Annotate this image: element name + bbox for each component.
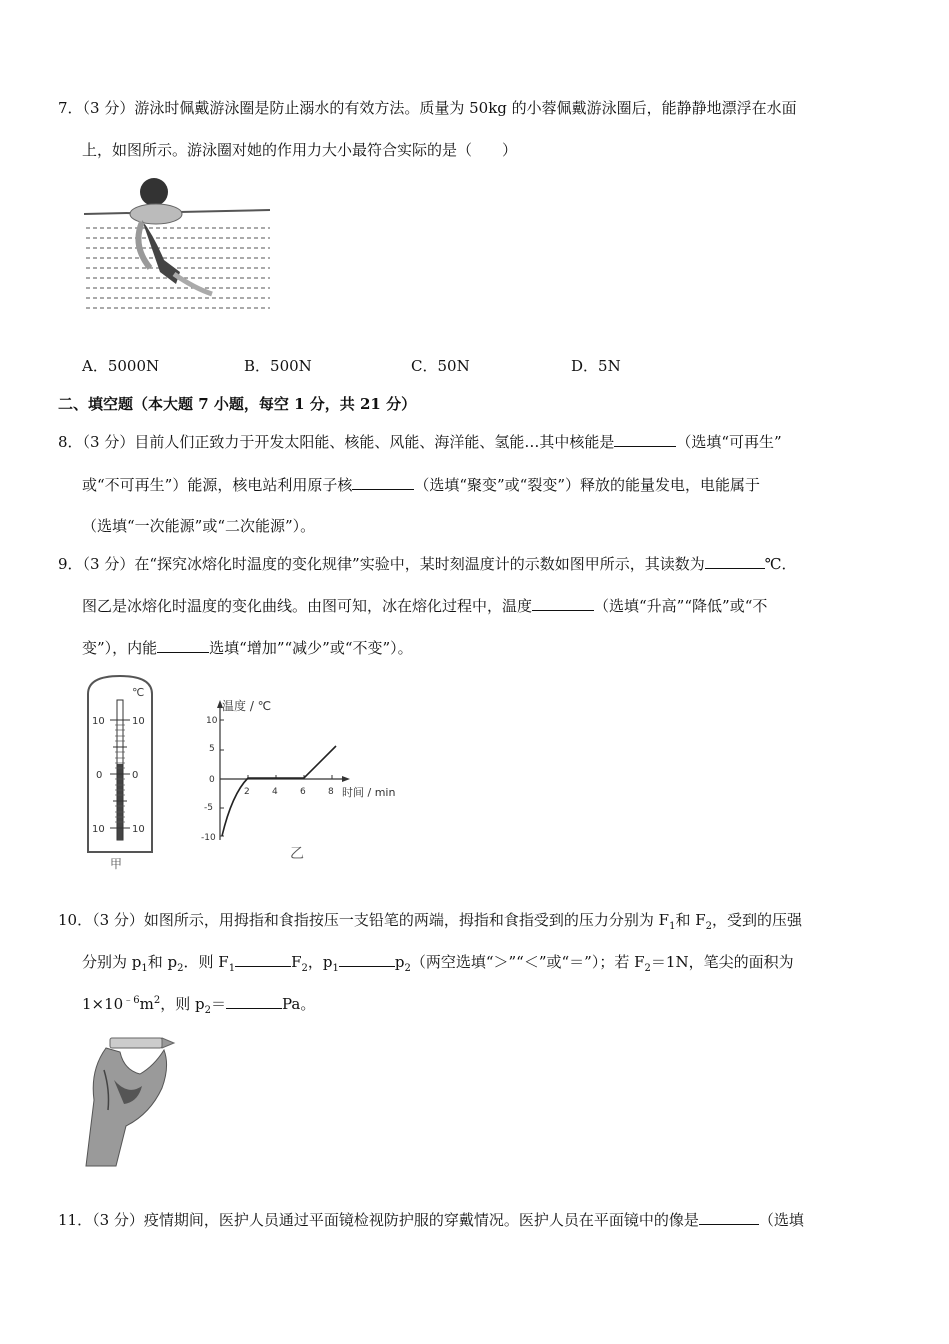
q7-line-1: 7．（3 分）游泳时佩戴游泳圈是防止溺水的有效方法。质量为 50kg 的小蓉佩戴游泳圈后，能静静地漂浮在水面	[58, 99, 797, 117]
q11-text-1b: （选填	[758, 1211, 804, 1229]
q10-sub-f2: 2	[301, 963, 308, 974]
q10-blank-3	[226, 994, 282, 1009]
q9-line-3	[82, 638, 413, 658]
q9-text-2a: 图乙是冰熔化时温度的变化曲线。由图可知，冰在熔化过程中，温度	[82, 597, 533, 615]
q10-text-2e: ，p	[307, 953, 333, 971]
q10-sub-p1b: 1	[332, 963, 339, 974]
q7-line-2: 上，如图所示。游泳圈对她的作用力大小最符合实际的是（ ）	[82, 141, 518, 159]
curve-caption: 乙	[290, 846, 304, 862]
q7-option-a: A．5000N	[82, 357, 160, 375]
thermometer-unit: ℃	[132, 686, 145, 699]
q10-text-2h: ＝1N，笔尖的面积为	[650, 953, 794, 971]
pencil-hand-figure	[80, 1030, 190, 1170]
q7-option-b: B．500N	[244, 357, 312, 375]
curve-y-axis-label: 温度 / ℃	[222, 699, 272, 713]
curve-xtick-2: 2	[244, 787, 250, 797]
q10-sub-p2c: 2	[204, 1005, 211, 1016]
q10-text-3d: ＝	[210, 995, 226, 1013]
curve-xtick-6: 6	[300, 787, 306, 797]
q8-text-1a: 8．（3 分）目前人们正致力于开发太阳能、核能、风能、海洋能、氢能…其中核能是	[58, 433, 615, 451]
q9-text-3a: 变”），内能	[82, 639, 158, 657]
curve-x-axis-label: 时间 / min	[342, 786, 396, 799]
q8-line-1	[58, 432, 782, 452]
q10-sub-p2b: 2	[404, 963, 411, 974]
q10-text-3b: m	[139, 995, 154, 1013]
q10-text-1b: 和 F	[675, 911, 706, 929]
q9-text-3b: 选填“增加”“减少”或“不变”）。	[209, 639, 413, 657]
thermometer-caption: 甲	[110, 857, 123, 871]
q10-square: 2	[153, 995, 161, 1006]
q10-line-1	[58, 910, 802, 930]
q9-blank-2	[532, 596, 594, 611]
curve-xtick-8: 8	[328, 787, 334, 797]
q9-blank-1	[705, 554, 765, 569]
q11-text-1a: 11．（3 分）疫情期间，医护人员通过平面镜检视防护服的穿戴情况。医护人员在平面镜中的像是	[58, 1211, 699, 1229]
q9-line-1	[58, 554, 796, 574]
q10-line-2	[82, 952, 794, 972]
q9-text-2b: （选填“升高”“降低”或“不	[594, 597, 768, 615]
thermo-left-tick-bottom: 10	[92, 824, 105, 835]
q10-text-3c: ，则 p	[160, 995, 205, 1013]
curve-ytick-10: 10	[206, 716, 218, 726]
q7-option-d: D．5N	[571, 357, 621, 375]
q8-line-3: （选填“一次能源”或“二次能源”）。	[82, 517, 316, 535]
thermo-right-tick-bottom: 10	[132, 824, 145, 835]
q10-sub-f1: 1	[228, 963, 236, 974]
thermo-left-tick-top: 10	[92, 716, 105, 727]
curve-ytick-0: 0	[209, 775, 215, 785]
q10-text-1a: 10．（3 分）如图所示，用拇指和食指按压一支铅笔的两端，拇指和食指受到的压力分别为 F	[58, 911, 670, 929]
q10-sub-2: 2	[705, 921, 713, 932]
q10-blank-1	[235, 952, 291, 967]
q8-text-2a: 或“不可再生”）能源，核电站利用原子核	[82, 476, 353, 494]
q10-exponent: ﹣6	[123, 995, 140, 1006]
q10-text-2c: ．则 F	[183, 953, 229, 971]
q11-blank-1	[699, 1210, 759, 1225]
q10-sub-f2b: 2	[644, 963, 651, 974]
curve-xtick-4: 4	[272, 787, 278, 797]
curve-ytick-5: 5	[209, 744, 215, 754]
thermometer-figure	[80, 672, 160, 872]
q9-blank-3	[157, 638, 209, 653]
swimmer-figure	[84, 176, 274, 316]
q10-text-3a: 1×10	[82, 995, 124, 1013]
q9-line-2	[82, 596, 767, 616]
curve-ytick-neg10: -10	[201, 833, 216, 843]
curve-line	[222, 746, 336, 836]
thermo-right-tick-mid: 0	[132, 770, 139, 781]
q9-text-1a: 9．（3 分）在“探究冰熔化时温度的变化规律”实验中，某时刻温度计的示数如图甲所示，其读数为	[58, 555, 705, 573]
q10-text-2d: F	[291, 953, 302, 971]
thermo-left-tick-mid: 0	[96, 770, 103, 781]
thermo-right-tick-top: 10	[132, 716, 145, 727]
q10-blank-2	[339, 952, 395, 967]
q10-text-2f: p	[394, 953, 405, 971]
q10-sub-p2: 2	[177, 963, 184, 974]
q10-sub-p1: 1	[141, 963, 148, 974]
q10-line-3	[82, 994, 315, 1014]
q10-text-2g: （两空选填“＞”“＜”或“＝”）；若 F	[410, 953, 645, 971]
q8-text-2b: （选填“聚变”或“裂变”）释放的能量发电，电能属于	[414, 476, 761, 494]
q10-text-3e: Pa。	[281, 995, 316, 1013]
q10-text-1c: ，受到的压强	[712, 911, 803, 929]
q8-line-2	[82, 475, 760, 495]
q8-blank-2	[352, 475, 414, 490]
q8-blank-1	[614, 432, 676, 447]
q10-text-2b: 和 p	[147, 953, 178, 971]
curve-ytick-neg5: -5	[204, 803, 213, 813]
q9-text-1b: ℃．	[764, 555, 797, 573]
temperature-curve-figure	[196, 690, 416, 870]
q10-sub-1: 1	[669, 921, 676, 932]
q11-line-1	[58, 1210, 804, 1230]
q7-option-c: C．50N	[411, 357, 470, 375]
section-2-heading: 二、填空题（本大题 7 小题，每空 1 分，共 21 分）	[58, 395, 417, 413]
q8-text-1b: （选填“可再生”	[676, 433, 782, 451]
q10-text-2a: 分别为 p	[82, 953, 142, 971]
